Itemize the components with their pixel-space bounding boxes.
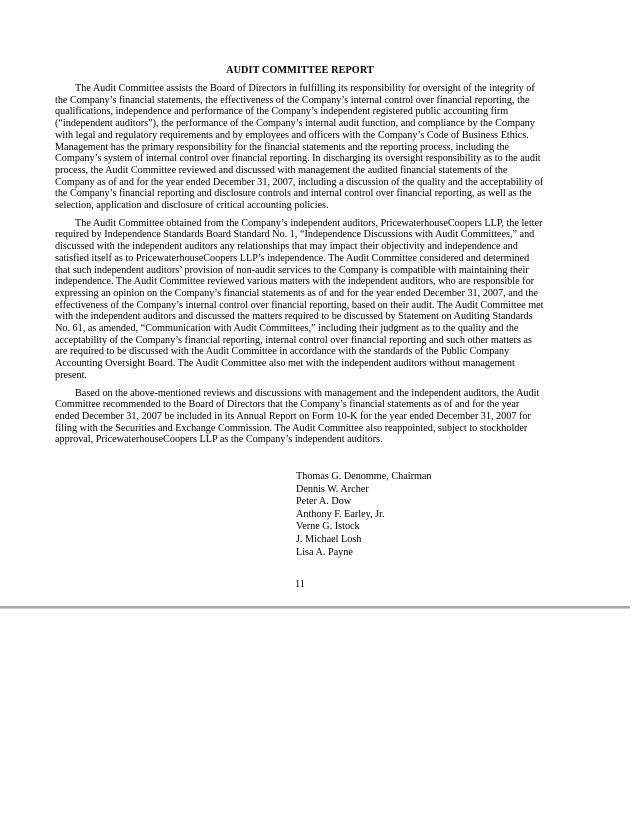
page-number: 11 (295, 579, 305, 590)
page-divider (0, 606, 630, 609)
paragraph-recommendation: Based on the above-mentioned reviews and discussions with management and the independent auditors, the Audit Committee recommended to the Board of Directors that the Company’s financial statements as of and for the year ended December 31, 2007 be included in its Annual Report on Form 10-K for the year ended December 31, 2007 for filing with the Securities and Exchange Commission. The Audit Committee also reappointed, subject to stockholder approval, PricewaterhouseCoopers LLP as the Company’s independent auditors. (55, 387, 540, 446)
signatory-name: J. Michael Losh (296, 533, 362, 545)
signatory-name: Verne G. Istock (296, 521, 360, 533)
signatory-name: Peter A. Dow (296, 496, 352, 508)
signature-block (296, 471, 432, 559)
report-body (55, 83, 546, 452)
signatory-name: Dennis W. Archer (296, 483, 369, 495)
signatory-name: Anthony F. Earley, Jr. (296, 508, 385, 520)
signatory-name: Thomas G. Denomme, Chairman (296, 471, 432, 482)
paragraph-independence: The Audit Committee obtained from the Company’s independent auditors, PricewaterhouseCoopers LLP, the letter required by Independence Standards Board Standard No. 1, “Independence Discussions with Audit Committees,” and discussed with the independent auditors any relationships that may impact their objectivity and independence and satisfied itself as to PricewaterhouseCoopers LLP’s independence. The Audit Committee considered and determined that such independent auditors’ provision of non-audit services to the Company is compatible with maintaining their independence. The Audit Committee reviewed various matters with the independent auditors, who are responsible for expressing an opinion on the Company’s financial statements as of and for the year ended December 31, 2007, and the effectiveness of the Company’s internal control over financial reporting, based on their audit. The Audit Committee met with the independent auditors and discussed the matters required to be discussed by Statement on Auditing Standards No. 61, as amended, “Communication with Audit Committees,” including their judgment as to the quality and the acceptability of the Company’s financial reporting, internal control over financial reporting and such other matters as are required to be discussed with the Audit Committee in accordance with the standards of the Public Company Accounting Oversight Board. The Audit Committee also met with the independent auditors without management present. (55, 217, 544, 381)
report-title: AUDIT COMMITTEE REPORT (226, 65, 374, 76)
paragraph-oversight: The Audit Committee assists the Board of Directors in fulfilling its responsibility for oversight of the integrity of the Company’s financial statements, the effectiveness of the Company’s internal control over financial reporting, the qualifications, independence and performance of the Company’s independent registered public accounting firm (“independent auditors”), the performance of the Company’s internal audit function, and compliance by the Company with legal and regulatory requirements and by employees and officers with the Company’s Code of Business Ethics. Management has the primary responsibility for the financial statements and the reporting process, including the Company’s system of internal control over financial reporting. In discharging its oversight responsibility as to the audit process, the Audit Committee reviewed and discussed with management the audited financial statements of the Company as of and for the year ended December 31, 2007, including a discussion of the quality and the acceptability of the Company’s financial reporting and disclosure controls and internal control over financial reporting, as well as the selection, application and disclosure of critical accounting policies. (55, 83, 544, 212)
signatory-name: Lisa A. Payne (296, 546, 353, 558)
